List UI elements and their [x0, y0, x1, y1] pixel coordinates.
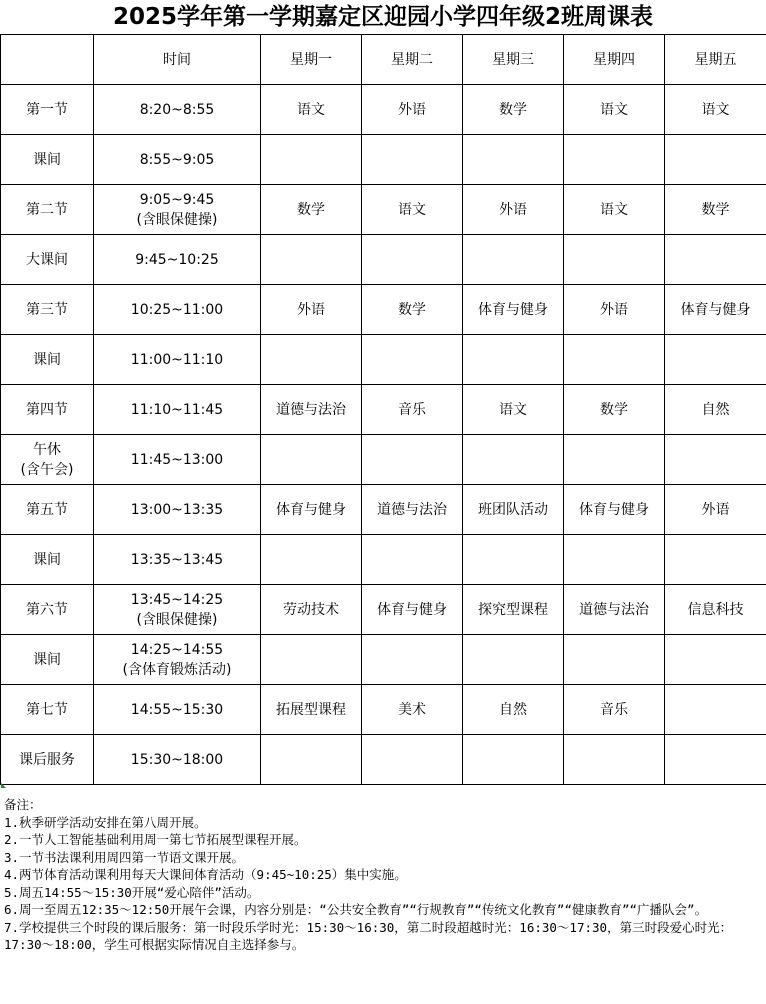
subject-cell: 拓展型课程 [261, 685, 362, 735]
subject-cell [261, 735, 362, 785]
time-range: 11:10~11:45 [130, 401, 224, 418]
subject-cell [261, 635, 362, 685]
time-cell [94, 135, 261, 185]
time-note: (含眼保健操) [136, 611, 218, 628]
period-cell [1, 585, 94, 635]
period-cell [1, 285, 94, 335]
period-cell [1, 185, 94, 235]
time-range: 14:25~14:55 [130, 641, 224, 658]
header-time: 时间 [94, 35, 261, 85]
table-row [1, 735, 766, 785]
subject-cell: 探究型课程 [463, 585, 564, 635]
subject-cell [463, 335, 564, 385]
time-cell [94, 185, 261, 235]
period-label: 第四节 [26, 401, 68, 418]
subject-cell: 外语 [463, 185, 564, 235]
subject-cell [362, 735, 463, 785]
table-row [1, 85, 766, 135]
subject-cell: 体育与健身 [261, 485, 362, 535]
subject-cell [463, 635, 564, 685]
time-range: 9:05~9:45 [139, 191, 215, 208]
subject-cell: 外语 [261, 285, 362, 335]
subject-cell: 数学 [463, 85, 564, 135]
period-cell [1, 135, 94, 185]
subject-cell [665, 435, 766, 485]
time-note: (含体育锻炼活动) [122, 661, 232, 678]
period-cell [1, 235, 94, 285]
subject-cell: 数学 [564, 385, 665, 435]
table-row [1, 685, 766, 735]
note-item: 3.一节书法课利用周四第一节语文课开展。 [4, 849, 245, 865]
subject-cell [463, 435, 564, 485]
subject-cell [362, 335, 463, 385]
period-cell [1, 85, 94, 135]
time-cell [94, 385, 261, 435]
period-label: 课间 [33, 151, 61, 168]
subject-cell [261, 435, 362, 485]
time-range: 11:00~11:10 [130, 351, 224, 368]
subject-cell [362, 135, 463, 185]
subject-cell [564, 735, 665, 785]
note-item: 5.周五14:55～15:30开展“爱心陪伴”活动。 [4, 884, 260, 900]
period-label: 第五节 [26, 501, 68, 518]
subject-cell [665, 135, 766, 185]
subject-cell [564, 635, 665, 685]
subject-cell [665, 635, 766, 685]
cell-marker-icon [1, 783, 6, 788]
subject-cell: 道德与法治 [261, 385, 362, 435]
subject-cell [362, 235, 463, 285]
period-cell [1, 635, 94, 685]
table-row [1, 235, 766, 285]
header-day: 星期一 [261, 35, 362, 85]
table-row [1, 335, 766, 385]
period-cell [1, 485, 94, 535]
subject-cell [665, 235, 766, 285]
time-cell [94, 535, 261, 585]
subject-cell: 劳动技术 [261, 585, 362, 635]
subject-cell: 自然 [463, 685, 564, 735]
note-item: 7.学校提供三个时段的课后服务：第一时段乐学时光：15:30～16:30，第二时段超越时光：16:30～17:30，第三时段爱心时光：17:30～18:00，学生可根据实际情况自主选择参与。 [4, 919, 733, 952]
note-item: 1.秋季研学活动安排在第八周开展。 [4, 814, 207, 830]
period-label: 第三节 [26, 301, 68, 318]
subject-cell [665, 335, 766, 385]
table-row [1, 435, 766, 485]
period-cell [1, 535, 94, 585]
time-cell [94, 685, 261, 735]
subject-cell: 班团队活动 [463, 485, 564, 535]
subject-cell [463, 135, 564, 185]
note-item: 6.周一至周五12:35～12:50开展午会课，内容分别是：“公共安全教育”“行规教育”“传统文化教育”“健康教育”“广播队会”。 [4, 902, 708, 917]
subject-cell: 体育与健身 [463, 285, 564, 335]
subject-cell: 语文 [362, 185, 463, 235]
subject-cell: 外语 [665, 485, 766, 535]
table-row [1, 185, 766, 235]
subject-cell [463, 535, 564, 585]
subject-cell [261, 535, 362, 585]
subject-cell [564, 235, 665, 285]
subject-cell: 数学 [362, 285, 463, 335]
subject-cell [261, 235, 362, 285]
header-day: 星期四 [564, 35, 665, 85]
subject-cell: 体育与健身 [665, 285, 766, 335]
table-row [1, 585, 766, 635]
time-range: 10:25~11:00 [130, 301, 224, 318]
table-row [1, 135, 766, 185]
time-cell [94, 635, 261, 685]
period-label: 第二节 [26, 201, 68, 218]
subject-cell [261, 335, 362, 385]
subject-cell [261, 135, 362, 185]
time-range: 8:20~8:55 [139, 101, 215, 118]
subject-cell: 体育与健身 [564, 485, 665, 535]
period-label: 第六节 [26, 601, 68, 618]
period-label: 课后服务 [19, 751, 75, 768]
subject-cell: 语文 [463, 385, 564, 435]
subject-cell [665, 685, 766, 735]
subject-cell [564, 335, 665, 385]
subject-cell: 道德与法治 [564, 585, 665, 635]
subject-cell: 音乐 [564, 685, 665, 735]
table-row [1, 385, 766, 435]
table-row [1, 485, 766, 535]
header-day: 星期五 [665, 35, 766, 85]
subject-cell: 语文 [564, 185, 665, 235]
subject-cell [564, 435, 665, 485]
note-item: 4.两节体育活动课利用每天大课间体育活动（9:45~10:25）集中实施。 [4, 867, 407, 882]
period-label: 课间 [33, 351, 61, 368]
header-day: 星期二 [362, 35, 463, 85]
subject-cell: 道德与法治 [362, 485, 463, 535]
subject-cell [564, 135, 665, 185]
subject-cell: 语文 [564, 85, 665, 135]
time-range: 14:55~15:30 [130, 701, 224, 718]
time-range: 11:45~13:00 [130, 451, 224, 468]
subject-cell [564, 535, 665, 585]
period-cell [1, 735, 94, 785]
table-row [1, 285, 766, 335]
time-cell [94, 735, 261, 785]
schedule-table [0, 34, 766, 785]
period-label: 第七节 [26, 701, 68, 718]
subject-cell [362, 435, 463, 485]
time-cell [94, 335, 261, 385]
subject-cell [665, 535, 766, 585]
notes-section [4, 796, 764, 954]
subject-cell [362, 635, 463, 685]
time-note: (含眼保健操) [136, 211, 218, 228]
time-range: 13:00~13:35 [130, 501, 224, 518]
subject-cell: 自然 [665, 385, 766, 435]
subject-cell [463, 735, 564, 785]
subject-cell: 语文 [261, 85, 362, 135]
time-cell [94, 285, 261, 335]
subject-cell: 数学 [665, 185, 766, 235]
time-range: 8:55~9:05 [139, 151, 215, 168]
time-cell [94, 235, 261, 285]
note-item: 2.一节人工智能基础利用周一第七节拓展型课程开展。 [4, 832, 307, 847]
time-range: 13:45~14:25 [130, 591, 224, 608]
subject-cell: 信息科技 [665, 585, 766, 635]
subject-cell: 外语 [564, 285, 665, 335]
subject-cell: 外语 [362, 85, 463, 135]
time-range: 13:35~13:45 [130, 551, 224, 568]
subject-cell [665, 735, 766, 785]
time-cell [94, 485, 261, 535]
time-cell [94, 585, 261, 635]
period-cell [1, 335, 94, 385]
table-row [1, 535, 766, 585]
time-cell [94, 435, 261, 485]
period-cell [1, 435, 94, 485]
period-label: 午休 (含午会) [20, 441, 74, 478]
subject-cell: 语文 [665, 85, 766, 135]
subject-cell: 体育与健身 [362, 585, 463, 635]
period-cell [1, 685, 94, 735]
period-cell [1, 385, 94, 435]
time-cell [94, 85, 261, 135]
header-day: 星期三 [463, 35, 564, 85]
table-row [1, 635, 766, 685]
time-range: 15:30~18:00 [130, 751, 224, 768]
header-corner-cell [1, 35, 94, 85]
time-range: 9:45~10:25 [135, 251, 219, 268]
period-label: 课间 [33, 651, 61, 668]
page-title: 2025学年第一学期嘉定区迎园小学四年级2班周课表 [112, 4, 654, 30]
subject-cell [362, 535, 463, 585]
subject-cell: 音乐 [362, 385, 463, 435]
table-header-row [1, 35, 766, 85]
period-label: 第一节 [26, 101, 68, 118]
period-label: 课间 [33, 551, 61, 568]
subject-cell [463, 235, 564, 285]
period-label: 大课间 [26, 251, 68, 268]
subject-cell: 数学 [261, 185, 362, 235]
notes-heading: 备注： [4, 797, 42, 812]
subject-cell: 美术 [362, 685, 463, 735]
